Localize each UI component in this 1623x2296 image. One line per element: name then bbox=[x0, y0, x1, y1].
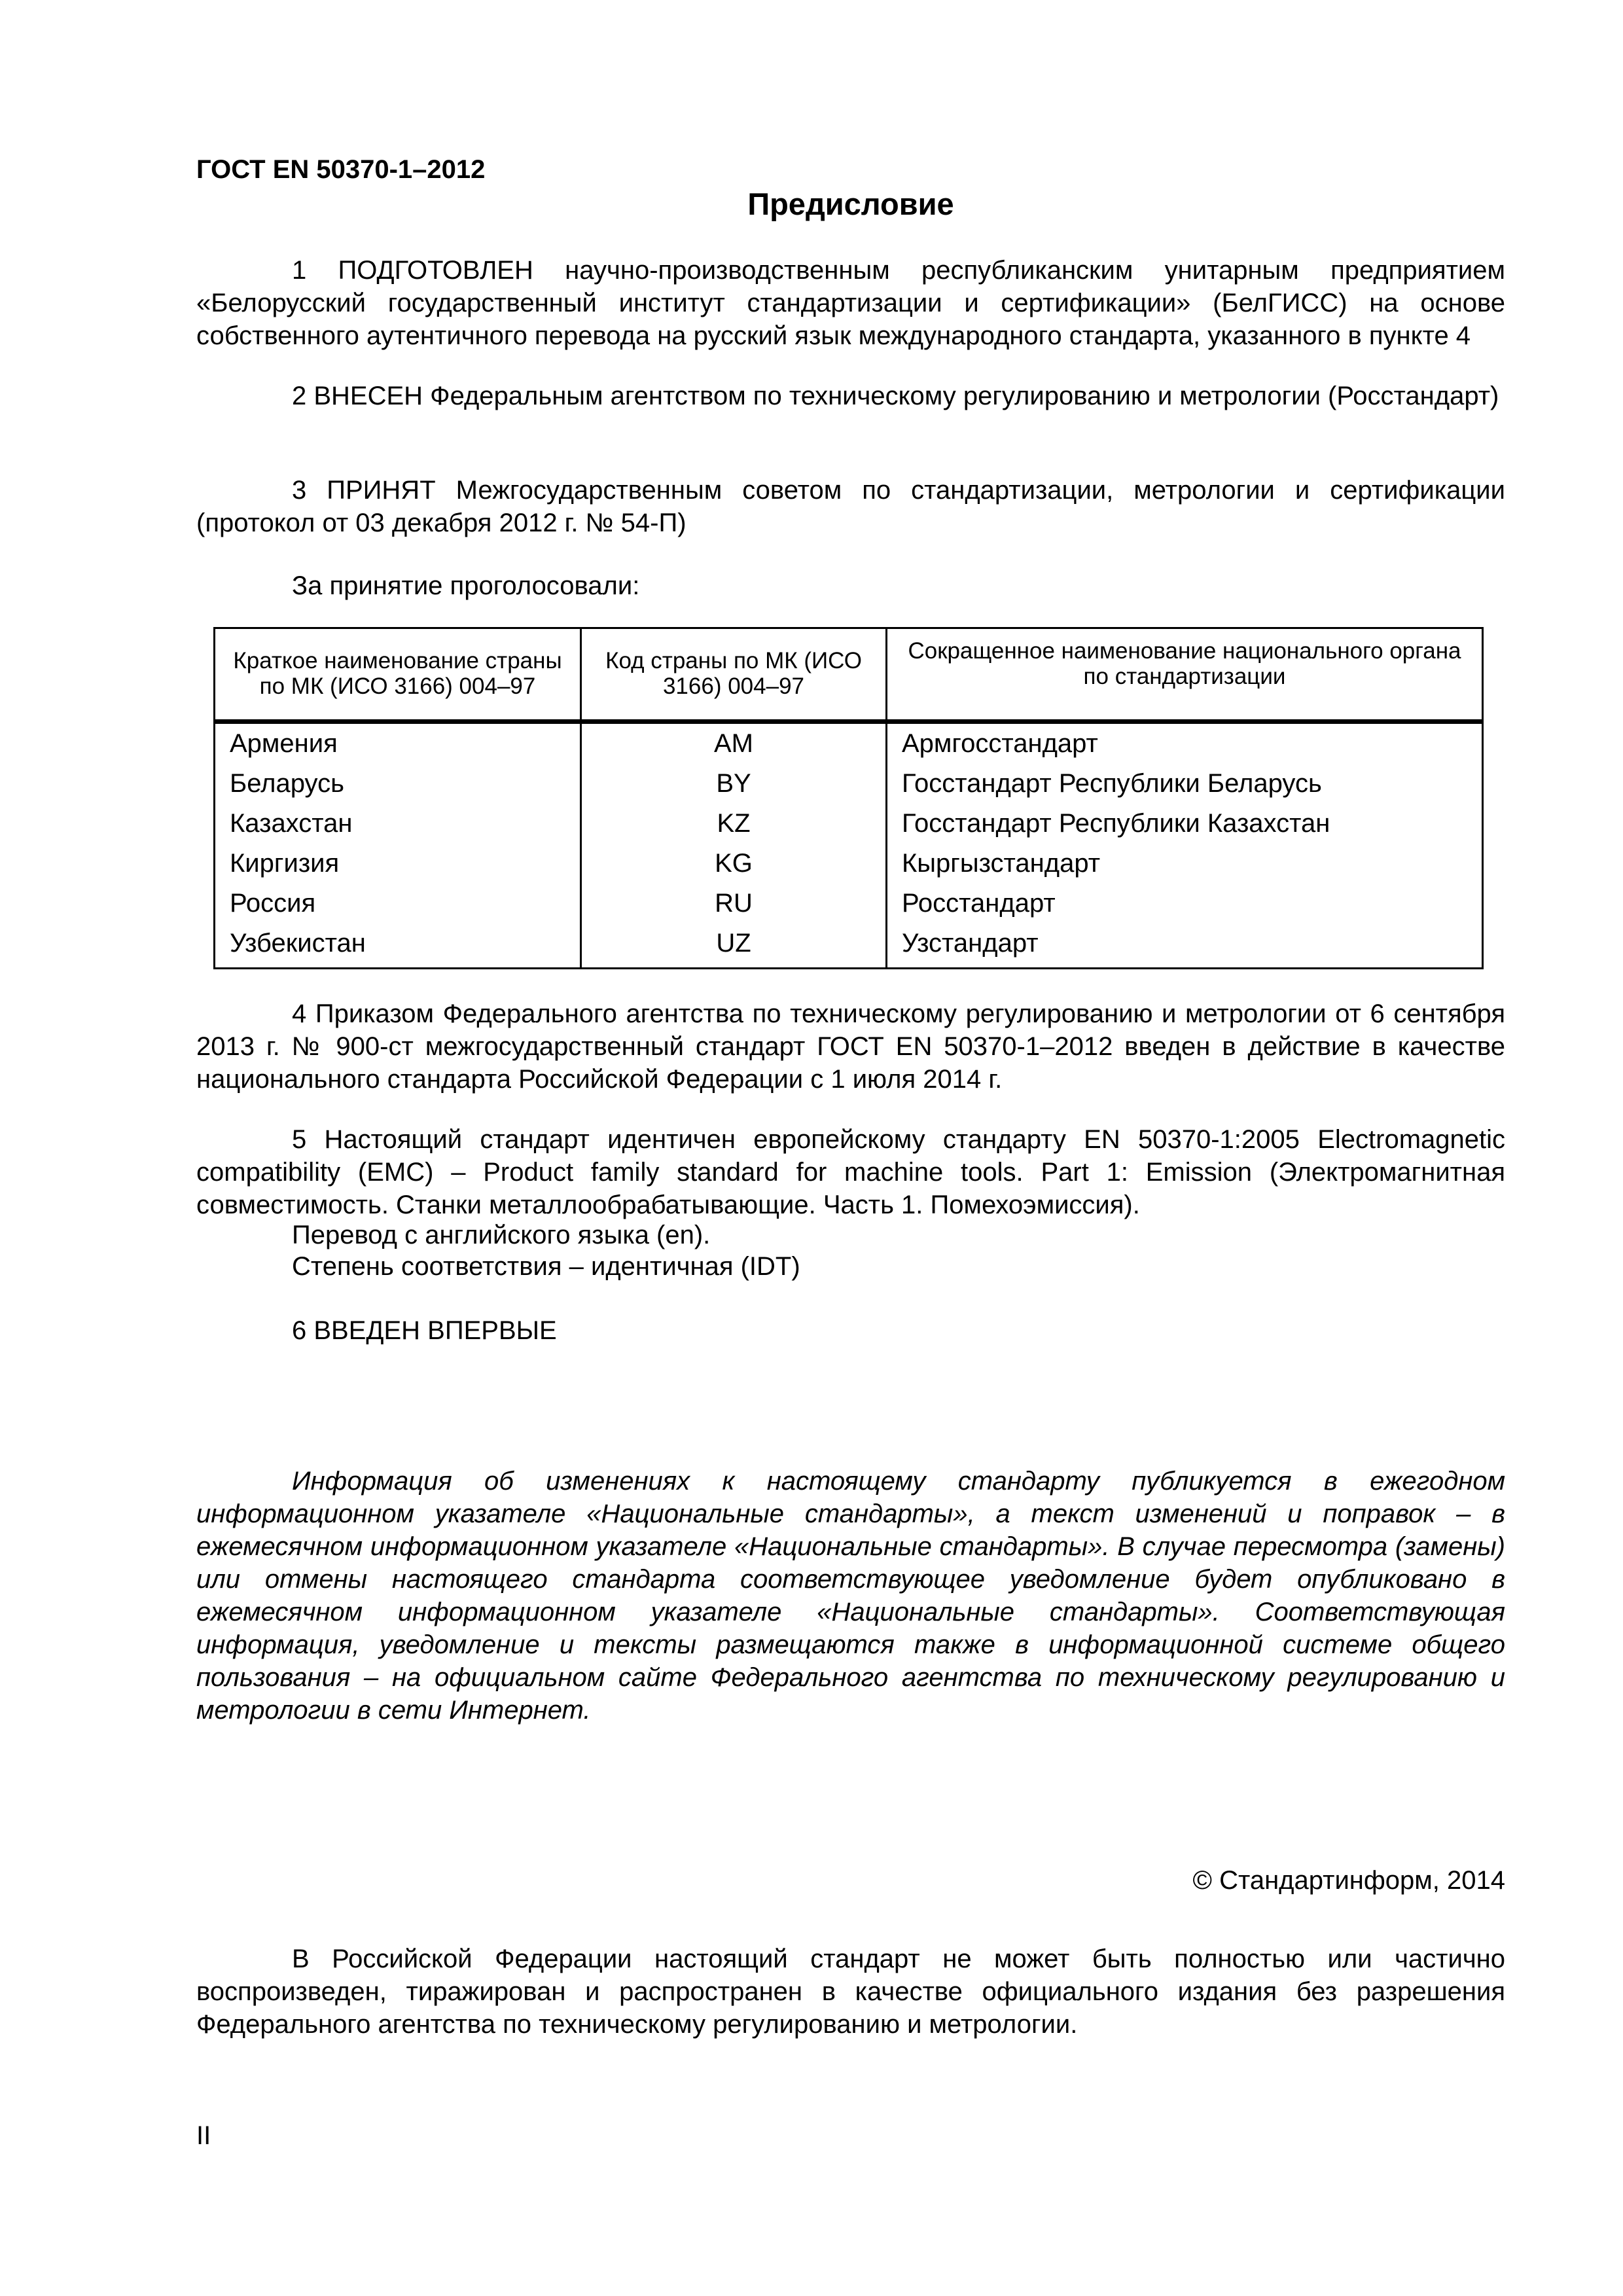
table-row bbox=[215, 804, 1483, 844]
cell-standards-body: Кыргызстандарт bbox=[887, 844, 1483, 884]
page-number: II bbox=[196, 2121, 211, 2150]
translation-note: Перевод с английского языка (en). bbox=[292, 1221, 711, 1249]
paragraph-identical: 5 Настоящий стандарт идентичен европейскому стандарту EN 50370-1:2005 Electromagnetic compatibility (EMC) – Product family standard for machine tools. Part 1: Emission (Электромагнитная совместимость. Станки металлообрабатывающие. Часть 1. Помехоэмиссия). bbox=[196, 1125, 1505, 1219]
cell-country: Беларусь bbox=[215, 764, 581, 804]
cell-country: Узбекистан bbox=[215, 924, 581, 969]
document-page bbox=[196, 0, 1505, 2296]
header-country-name: Краткое наименование страны по МК (ИСО 3166) 004–97 bbox=[215, 628, 581, 722]
paragraph-prepared: 1 ПОДГОТОВЛЕН научно-производственным республиканским унитарным предприятием «Белорусский государственный институт стандартизации и сертификации» (БелГИСС) на основе собственного аутентичного перевода на русский язык международного стандарта, указанного в пункте 4 bbox=[196, 256, 1505, 350]
header-standards-body: Сокращенное наименование национального органа по стандартизации bbox=[887, 628, 1483, 722]
table-row bbox=[215, 844, 1483, 884]
cell-standards-body: Росстандарт bbox=[887, 884, 1483, 924]
table-row bbox=[215, 764, 1483, 804]
header-country-code: Код страны по МК (ИСО 3166) 004–97 bbox=[581, 628, 887, 722]
cell-standards-body: Узстандарт bbox=[887, 924, 1483, 969]
cell-code: KZ bbox=[581, 804, 887, 844]
cell-country: Армения bbox=[215, 722, 581, 764]
copyright-notice: © Стандартинформ, 2014 bbox=[1192, 1866, 1505, 1895]
paragraph-introduced: 2 ВНЕСЕН Федеральным агентством по техническому регулированию и метрологии (Росстандарт) bbox=[292, 382, 1499, 410]
cell-standards-body: Армгосстандарт bbox=[887, 722, 1483, 764]
reproduction-notice: В Российской Федерации настоящий стандарт не может быть полностью или частично воспроизведен, тиражирован и распространен в качестве официального издания без разрешения Федерального агентства по техническому регулированию и метрологии. bbox=[196, 1945, 1505, 2039]
paragraph-order: 4 Приказом Федерального агентства по техническому регулированию и метрологии от 6 сентября 2013 г. № 900-ст межгосударственный стандарт ГОСТ EN 50370-1–2012 введен в действие в качестве национального стандарта Российской Федерации с 1 июля 2014 г. bbox=[196, 999, 1505, 1094]
paragraph-adopted: 3 ПРИНЯТ Межгосударственным советом по стандартизации, метрологии и сертификации (протокол от 03 декабря 2012 г. № 54-П) bbox=[196, 476, 1505, 537]
page-title: Предисловие bbox=[747, 187, 954, 221]
cell-code: BY bbox=[581, 764, 887, 804]
cell-code: RU bbox=[581, 884, 887, 924]
conformity-note: Степень соответствия – идентичная (IDT) bbox=[292, 1252, 800, 1281]
cell-code: AM bbox=[581, 722, 887, 764]
changes-information: Информация об изменениях к настоящему стандарту публикуется в ежегодном информационном указателе «Национальные стандарты», а текст изменений и поправок – в ежемесячном информационном указателе «Национальные стандарты». В случае пересмотра (замены) или отмены настоящего стандарта соответствующее уведомление будет опубликовано в ежемесячном информационном указателе «Национальные стандарты». Соответствующая информация, уведомление и тексты размещаются также в информационной системе общего пользования – на официальном сайте Федерального агентства по техническому регулированию и метрологии в сети Интернет. bbox=[196, 1467, 1505, 1725]
cell-country: Россия bbox=[215, 884, 581, 924]
cell-country: Казахстан bbox=[215, 804, 581, 844]
table-row bbox=[215, 722, 1483, 764]
table-header-row bbox=[215, 628, 1483, 722]
cell-country: Киргизия bbox=[215, 844, 581, 884]
voting-countries-table bbox=[213, 627, 1484, 969]
cell-code: UZ bbox=[581, 924, 887, 969]
document-code: ГОСТ EN 50370-1–2012 bbox=[196, 155, 486, 184]
voted-label: За принятие проголосовали: bbox=[292, 571, 640, 600]
table-row bbox=[215, 884, 1483, 924]
table-row bbox=[215, 924, 1483, 969]
cell-standards-body: Госстандарт Республики Казахстан bbox=[887, 804, 1483, 844]
paragraph-first-introduced: 6 ВВЕДЕН ВПЕРВЫЕ bbox=[292, 1316, 557, 1345]
cell-code: KG bbox=[581, 844, 887, 884]
cell-standards-body: Госстандарт Республики Беларусь bbox=[887, 764, 1483, 804]
